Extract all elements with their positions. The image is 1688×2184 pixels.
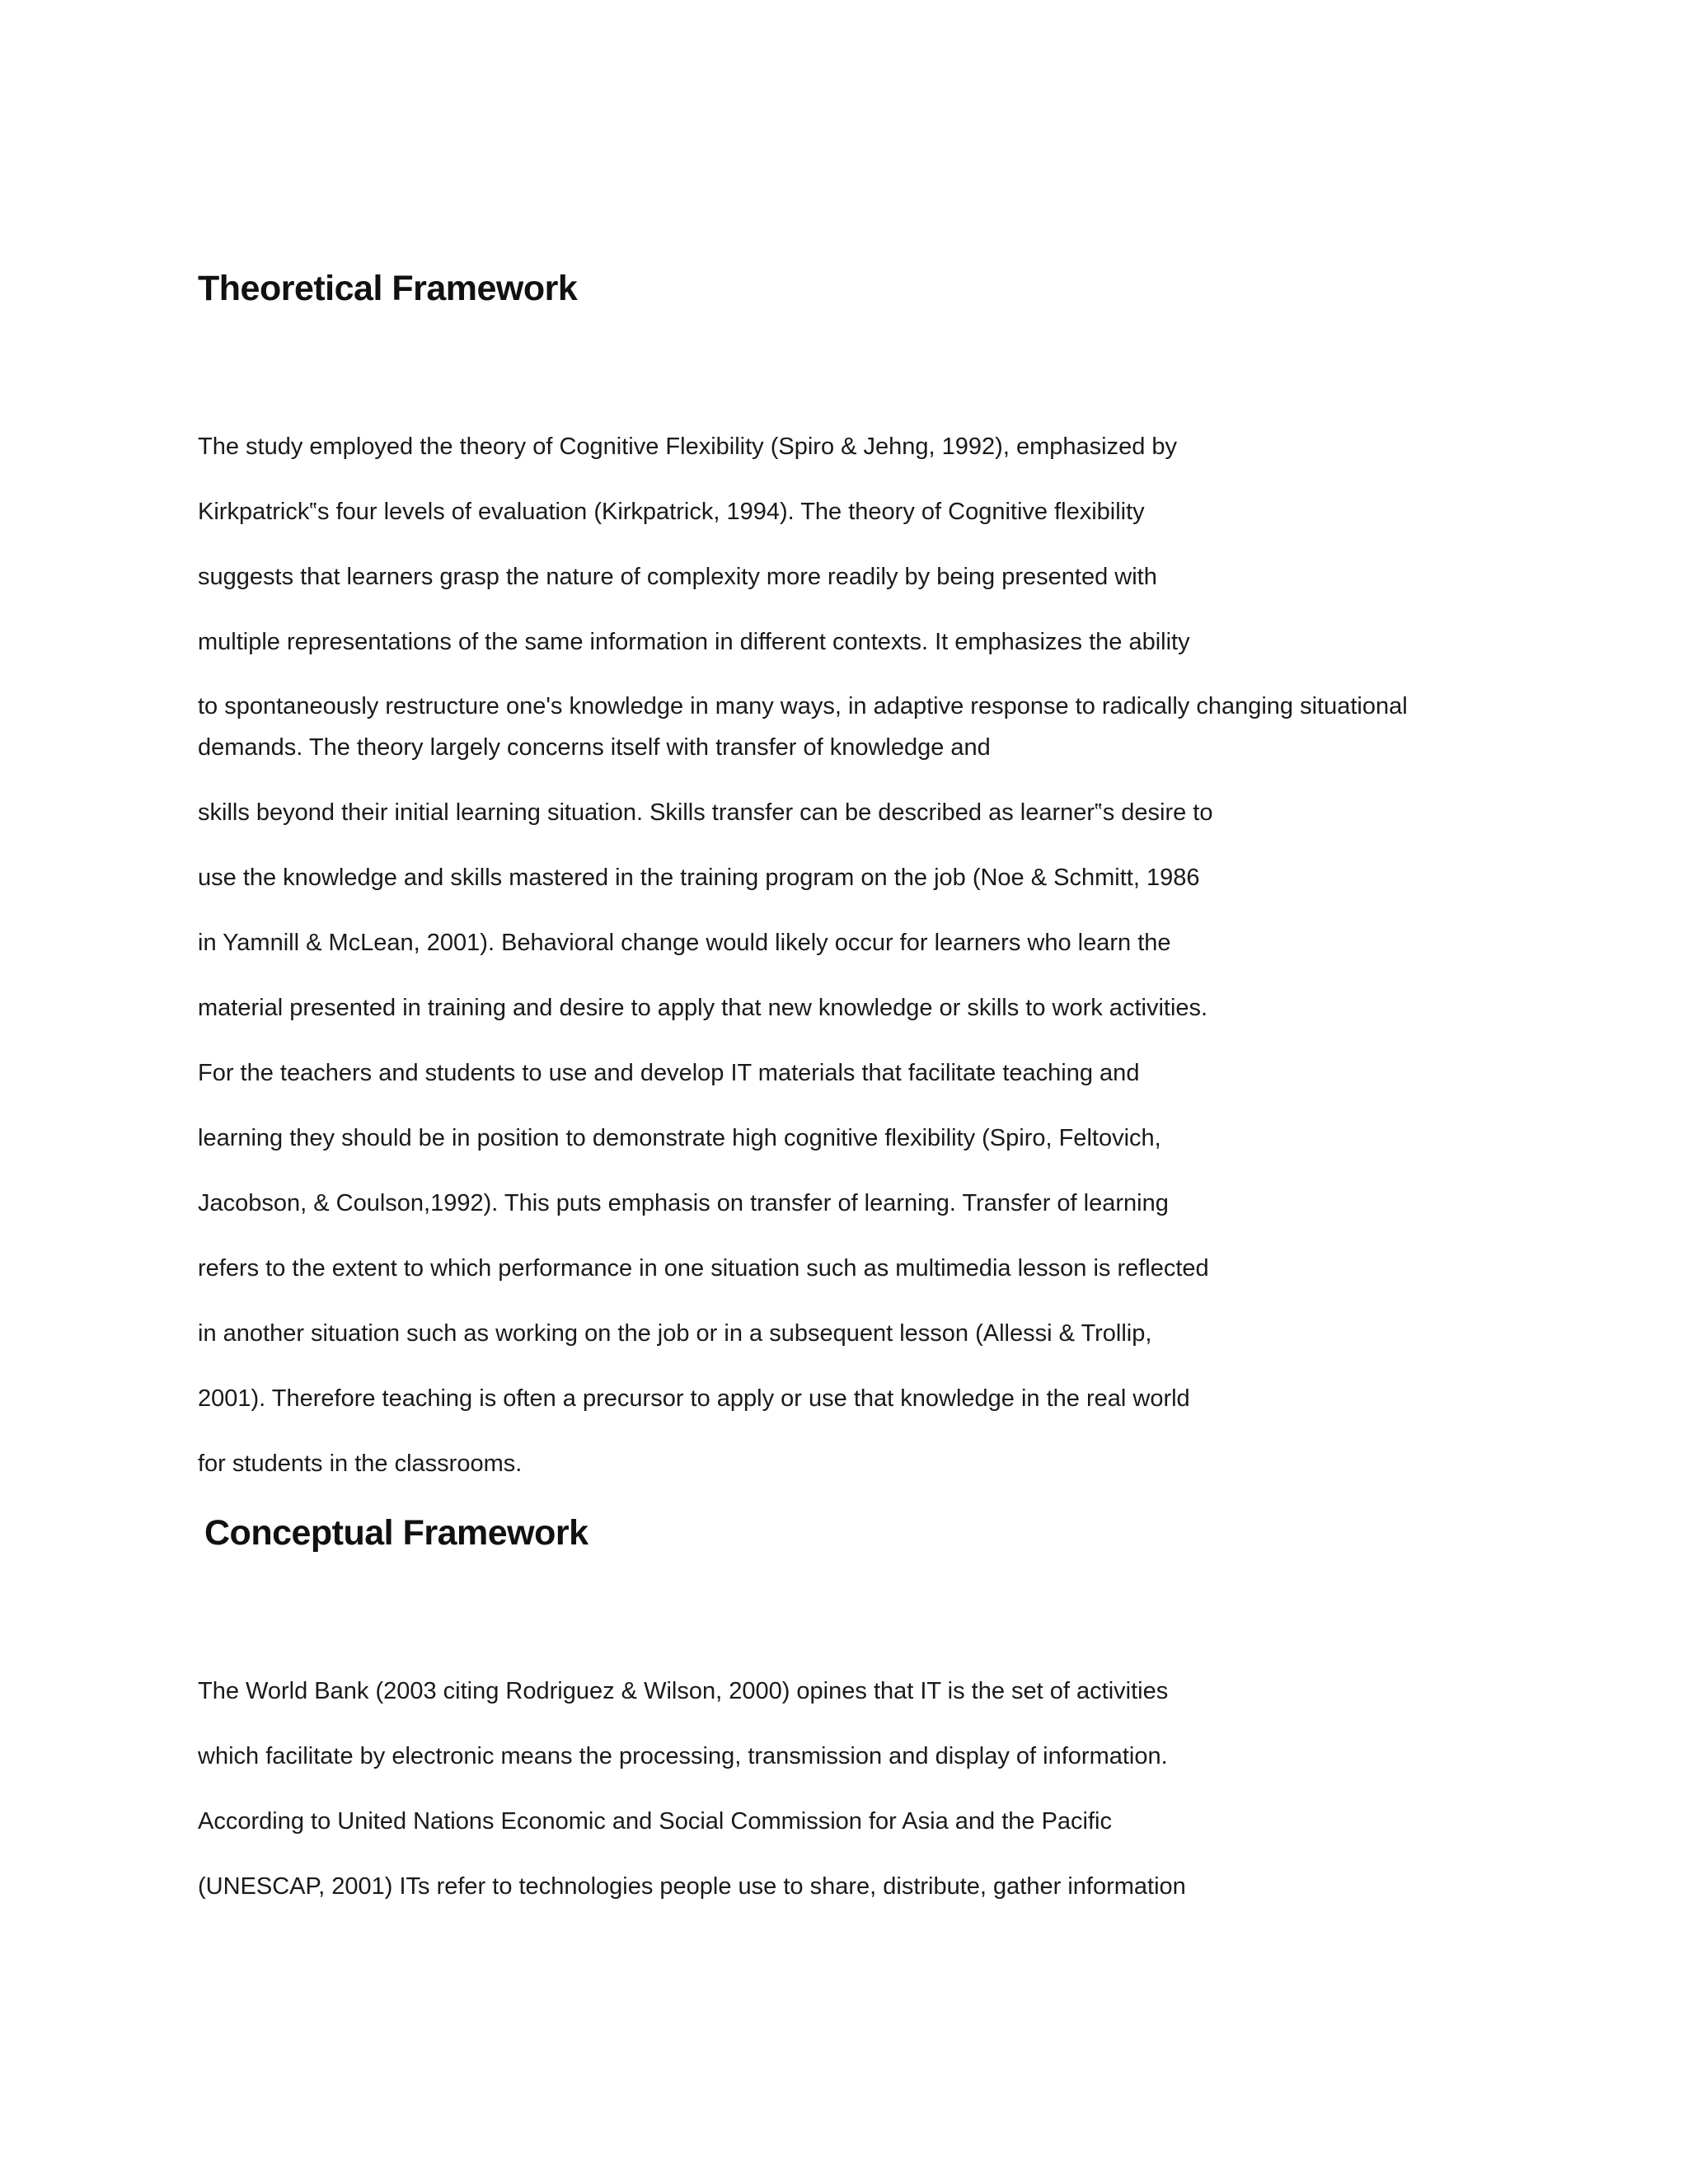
- conceptual-framework-heading: Conceptual Framework: [204, 1513, 588, 1553]
- theoretical-framework-heading: Theoretical Framework: [198, 269, 578, 308]
- body-line: demands. The theory largely concerns itself with transfer of knowledge and: [198, 734, 991, 761]
- body-line: Kirkpatrick‟s four levels of evaluation (Kirkpatrick, 1994). The theory of Cognitive flexibility: [198, 499, 1145, 525]
- body-line: According to United Nations Economic and Social Commission for Asia and the Pacific: [198, 1808, 1112, 1835]
- body-line: to spontaneously restructure one's knowledge in many ways, in adaptive response to radically changing situational: [198, 693, 1408, 719]
- body-line: in Yamnill & McLean, 2001). Behavioral change would likely occur for learners who learn the: [198, 930, 1171, 956]
- body-line: 2001). Therefore teaching is often a precursor to apply or use that knowledge in the real world: [198, 1385, 1190, 1412]
- body-line: The World Bank (2003 citing Rodriguez & Wilson, 2000) opines that IT is the set of activities: [198, 1678, 1169, 1704]
- body-line: material presented in training and desire to apply that new knowledge or skills to work activities.: [198, 995, 1208, 1021]
- body-line: learning they should be in position to demonstrate high cognitive flexibility (Spiro, Feltovich,: [198, 1125, 1161, 1151]
- body-line: multiple representations of the same information in different contexts. It emphasizes the ability: [198, 629, 1190, 655]
- body-line: for students in the classrooms.: [198, 1451, 523, 1477]
- body-line: skills beyond their initial learning situation. Skills transfer can be described as learner‟s desire to: [198, 799, 1213, 826]
- body-line: For the teachers and students to use and develop IT materials that facilitate teaching and: [198, 1060, 1140, 1086]
- body-line: (UNESCAP, 2001) ITs refer to technologies people use to share, distribute, gather information: [198, 1873, 1186, 1900]
- body-line: The study employed the theory of Cognitive Flexibility (Spiro & Jehng, 1992), emphasized by: [198, 434, 1178, 460]
- body-line: in another situation such as working on the job or in a subsequent lesson (Allessi & Trollip,: [198, 1320, 1152, 1347]
- body-line: which facilitate by electronic means the processing, transmission and display of information.: [198, 1743, 1168, 1769]
- body-line: refers to the extent to which performance in one situation such as multimedia lesson is reflected: [198, 1255, 1209, 1282]
- body-line: use the knowledge and skills mastered in the training program on the job (Noe & Schmitt, 1986: [198, 865, 1200, 891]
- body-line: suggests that learners grasp the nature of complexity more readily by being presented with: [198, 564, 1157, 590]
- body-line: Jacobson, & Coulson,1992). This puts emphasis on transfer of learning. Transfer of learning: [198, 1190, 1169, 1216]
